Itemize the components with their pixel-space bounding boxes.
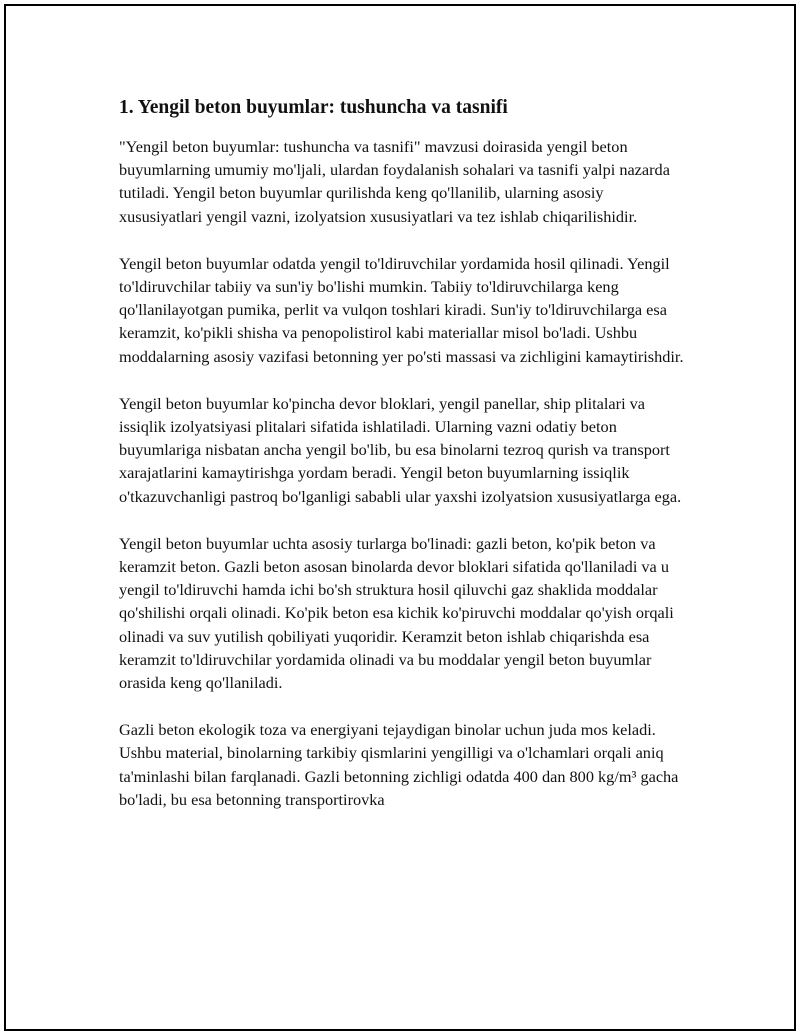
paragraph-types: Yengil beton buyumlar uchta asosiy turlarga bo'linadi: gazli beton, ko'pik beton va keramzit beton. Gazli beton asosan binolarda devor bloklari sifatida qo'llaniladi va u yengil to'ldiruvchi hamda ichi bo'sh struktura hosil qiluvchi gaz shaklida moddalar qo'shilishi orqali olinadi. Ko'pik beton esa kichik ko'piruvchi moddalar qo'yish orqali olinadi va suv yutilish qobiliyati yuqoridir. Keramzit beton ishlab chiqarishda esa keramzit to'ldiruvchilar yordamida olinadi va bu moddalar yengil beton buyumlar orasida keng qo'llaniladi. [119, 533, 674, 693]
paragraph-aerated-concrete: Gazli beton ekologik toza va energiyani tejaydigan binolar uchun juda mos keladi. Ushbu material, binolarning tarkibiy qismlarini yengilligi va o'lchamlari orqali aniq ta'minlashi bilan farqlanadi. Gazli betonning zichligi odatda 400 dan 800 kg/m³ gacha bo'ladi, bu esa betonning transportirovka [119, 720, 679, 809]
paragraph-intro: "Yengil beton buyumlar: tushuncha va tasnifi" mavzusi doirasida yengil beton buyumlarning umumiy mo'ljali, ulardan foydalanish sohalari va tasnifi yalpi nazarda tutiladi. Yengil beton buyumlar qurilishda keng qo'llanilib, ularning asosiy xususiyatlari yengil vazni, izolyatsion xususiyatlari va tez ishlab chiqarilishidir. [119, 137, 670, 226]
paragraph-fillers: Yengil beton buyumlar odatda yengil to'ldiruvchilar yordamida hosil qilinadi. Yengil to'ldiruvchilar tabiiy va sun'iy bo'lishi mumkin. Tabiiy to'ldiruvchilarga keng qo'llanilayotgan pumika, perlit va vulqon toshlari kiradi. Sun'iy to'ldiruvchilarga esa keramzit, ko'pikli shisha va penopolistirol kabi materiallar misol bo'ladi. Ushbu moddalarning asosiy vazifasi betonning yer po'sti massasi va zichligini kamaytirishdir. [119, 253, 684, 366]
paragraph-uses: Yengil beton buyumlar ko'pincha devor bloklari, yengil panellar, ship plitalari va issiqlik izolyatsiyasi plitalari sifatida ishlatiladi. Ularning vazni odatiy beton buyumlariga nisbatan ancha yengil bo'lib, bu esa binolarni tezroq qurish va transport xarajatlarini kamaytirishga yordam beradi. Yengil beton buyumlarning issiqlik o'tkazuvchanligi pastroq bo'lganligi sababli ular yaxshi izolyatsion xususiyatlarga ega. [119, 393, 682, 506]
document-body [119, 94, 689, 835]
section-heading: 1. Yengil beton buyumlar: tushuncha va tasnifi [119, 97, 508, 118]
page-frame [4, 4, 796, 1031]
